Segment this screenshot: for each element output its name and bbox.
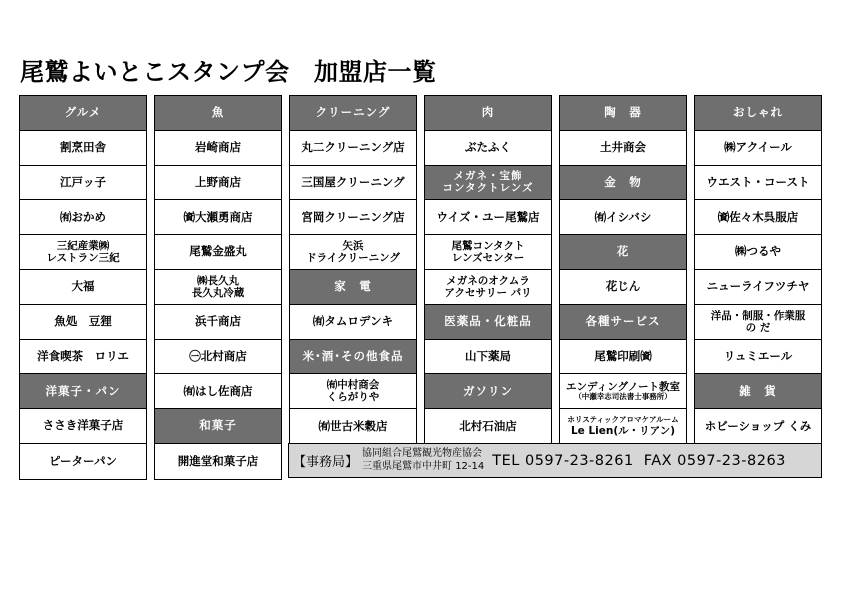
category-column	[694, 95, 822, 445]
store-label: Le Lien(ル・リアン)	[570, 424, 676, 437]
store-name: 三国屋クリーニング	[290, 166, 416, 201]
office-tel: TEL 0597-23-8261	[492, 452, 634, 469]
store-name: ぶたふく	[425, 131, 551, 166]
category-column	[559, 95, 687, 445]
category-header: メガネ・宝飾 コンタクトレンズ	[425, 166, 551, 201]
store-name: 三紀産業㈱ レストラン三紀	[20, 235, 146, 270]
office-address-block	[362, 448, 484, 473]
store-name: 北村石油店	[459, 418, 517, 433]
category-header: 和菓子	[155, 409, 281, 444]
office-org: 協同組合尾鷲観光物産協会	[362, 448, 483, 459]
category-header: 雑 貨	[695, 374, 821, 409]
store-name: 尾鷲コンタクト レンズセンター	[425, 235, 551, 270]
store-name: ㈲タムロデンキ	[290, 305, 416, 340]
store-name: ささき洋菓子店	[20, 409, 146, 444]
store-name: ㈲おかめ	[20, 200, 146, 235]
store-subtitle: ホリスティックアロマケアルーム	[567, 415, 679, 425]
office-info	[288, 443, 822, 478]
category-column	[289, 95, 417, 445]
store-name: 洋品・制服・作業服 の だ	[695, 305, 821, 340]
store-name: 丸二クリーニング店	[290, 131, 416, 166]
category-header: 各種サービス	[560, 305, 686, 340]
store-subtitle: （中瀬幸志司法書士事務所）	[574, 391, 672, 401]
category-column	[424, 95, 552, 445]
store-name: ㈱アクイール	[695, 131, 821, 166]
store-name: 魚処 豆狸	[20, 305, 146, 340]
store-name: 矢浜 ドライクリーニング	[290, 235, 416, 270]
store-name: ㈲世古米穀店	[318, 418, 388, 433]
store-name: ホビーショップ くみ	[704, 418, 812, 433]
store-name	[560, 374, 686, 409]
category-header: 肉	[425, 96, 551, 131]
office-label: 【事務局】	[293, 455, 359, 470]
store-name: ㊀北村商店	[155, 340, 281, 375]
store-name: 花じん	[560, 270, 686, 305]
store-name: ピーターパン	[49, 453, 117, 468]
store-name: 大福	[20, 270, 146, 305]
store-name: 割烹田舎	[20, 131, 146, 166]
category-header: 医薬品・化粧品	[425, 305, 551, 340]
store-name: 岩崎商店	[155, 131, 281, 166]
category-header: クリーニング	[290, 96, 416, 131]
store-name: ㈾大瀬勇商店	[155, 200, 281, 235]
category-header: ガソリン	[425, 374, 551, 409]
store-name: ㈱つるや	[695, 235, 821, 270]
category-header: 家 電	[290, 270, 416, 305]
store-name: ㈱長久丸 長久丸冷蔵	[155, 270, 281, 305]
category-header: おしゃれ	[695, 96, 821, 131]
store-name: ニューライフツチヤ	[695, 270, 821, 305]
store-name: 洋食喫茶 ロリエ	[20, 340, 146, 375]
store-name: ウイズ・ユー尾鷲店	[425, 200, 551, 235]
store-name: 尾鷲金盛丸	[155, 235, 281, 270]
store-name: 山下薬局	[425, 340, 551, 375]
store-name: 江戸ッ子	[20, 166, 146, 201]
category-header: 陶 器	[560, 96, 686, 131]
store-name: ウエスト・コースト	[695, 166, 821, 201]
store-name: 宮岡クリーニング店	[290, 200, 416, 235]
page-title: 尾鷲よいとこスタンプ会 加盟店一覧	[20, 58, 437, 86]
store-name: ㈲はし佐商店	[155, 374, 281, 409]
store-name: 土井商会	[560, 131, 686, 166]
category-column	[154, 95, 282, 480]
category-header: 洋菓子・パン	[20, 374, 146, 409]
store-name: メガネのオクムラ アクセサリー パリ	[425, 270, 551, 305]
office-fax: FAX 0597-23-8263	[643, 452, 786, 469]
store-name	[560, 409, 686, 444]
category-column	[19, 95, 147, 480]
category-header: 魚	[155, 96, 281, 131]
store-name: ㈲イシバシ	[560, 200, 686, 235]
store-name: ㈾佐々木呉服店	[695, 200, 821, 235]
store-name: ㈲中村商会 くらがりや	[290, 374, 416, 409]
category-header: 金 物	[560, 166, 686, 201]
category-header: 花	[560, 235, 686, 270]
category-header: グルメ	[20, 96, 146, 131]
store-name: リュミエール	[695, 340, 821, 375]
store-label: エンディングノート教室	[566, 380, 680, 393]
store-name: 尾鷲印刷㈾	[560, 340, 686, 375]
store-name: 上野商店	[155, 166, 281, 201]
office-address: 三重県尾鷲市中井町 12-14	[362, 460, 485, 472]
store-name: 浜千商店	[155, 305, 281, 340]
store-name: 開進堂和菓子店	[177, 453, 259, 468]
category-header: 米･酒･その他食品	[290, 340, 416, 375]
